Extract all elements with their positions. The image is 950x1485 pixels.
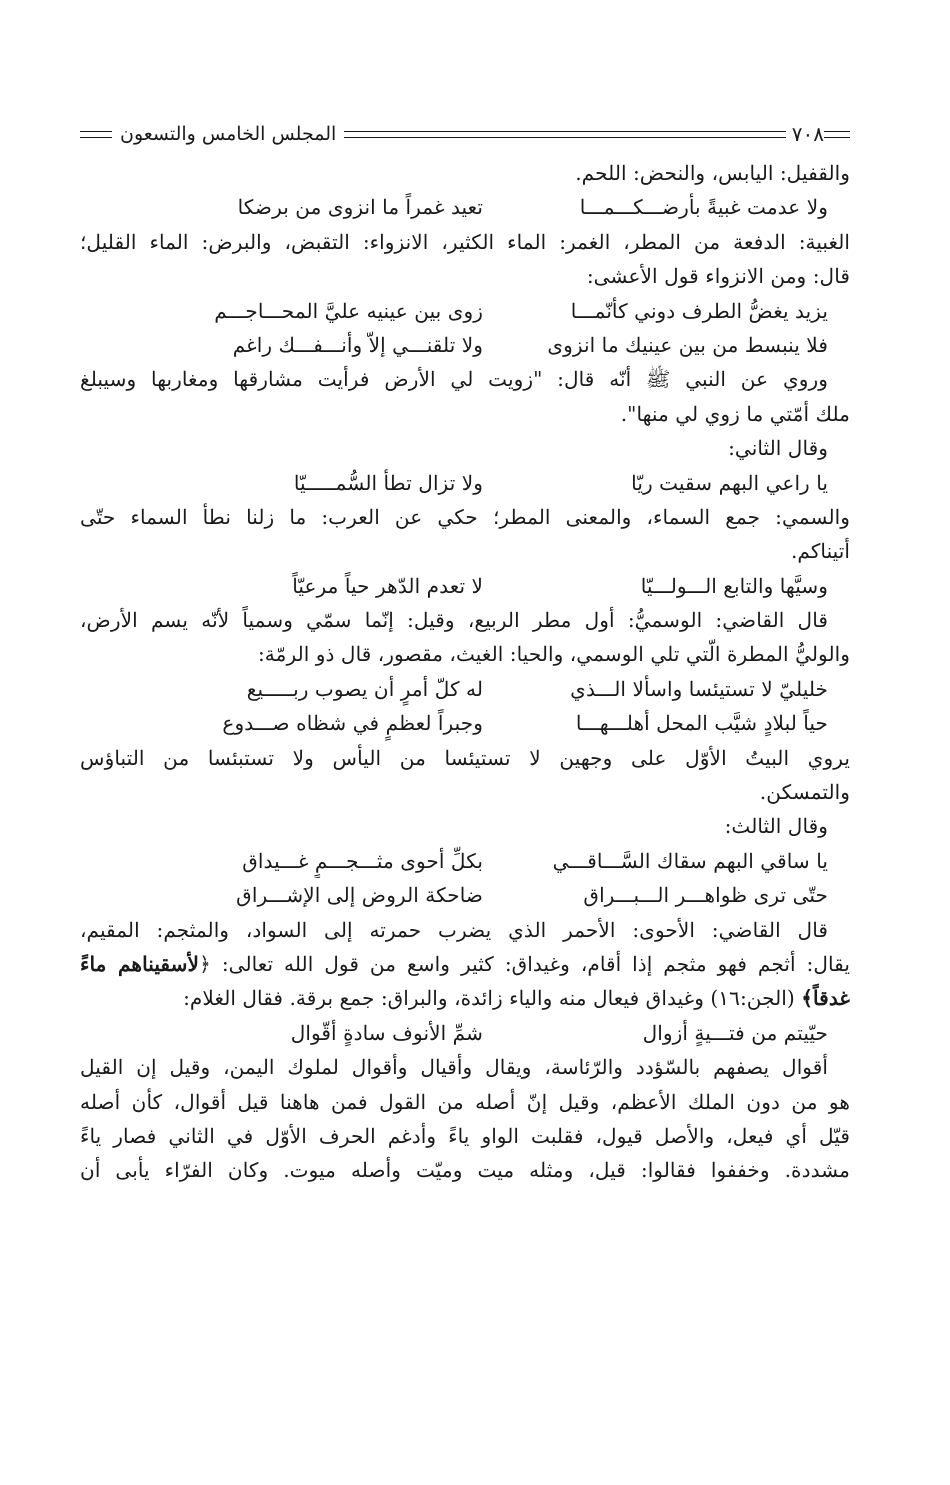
verse-line (80, 569, 850, 603)
prose-line (80, 225, 850, 259)
prose-line (80, 1153, 850, 1187)
verse-first-hemistich: خليليّ لا تستيئسا واسألا الـــذي (570, 676, 828, 701)
verse-second-hemistich: وجبراً لعظمٍ في شظاه صـــدوع (222, 711, 483, 736)
book-page (80, 118, 850, 1188)
verse-first-hemistich: حتّى ترى ظواهـــر الـــبـــراق (583, 883, 828, 908)
quran-quote: لأسقيناهم ماءً (80, 951, 200, 976)
verse-line (80, 672, 850, 706)
prose-text: قيّل أي فيعل، والأصل قيول، فقلبت الواو ياءً وأدغم الحرف الأوّل في الثاني فصار ياءً (80, 1123, 850, 1148)
prose-line (80, 431, 850, 465)
prose-text: والتمسكن. (759, 780, 850, 805)
verse-line (80, 706, 850, 740)
prose-line (80, 775, 850, 809)
quran-quote: غدقاً﴾ (801, 986, 850, 1011)
running-header (80, 118, 850, 150)
prose-line (80, 981, 850, 1015)
verse-second-hemistich: ولا تزال تطأ السُّمـــــيّا (293, 470, 483, 495)
prose-line (80, 397, 850, 431)
prose-text: قال القاضي: الأحوى: الأحمر الذي يضرب حمرته إلى السواد، والمثجم: المقيم، (80, 917, 828, 942)
prose-text: أقوال يصفهم بالسّؤدد والرّئاسة، ويقال وأقيال وأقوال لملوك اليمن، وقيل إن القيل (80, 1055, 828, 1080)
prose-text: الغبية: الدفعة من المطر، الغمر: الماء الكثير، الانزواء: التقبض، والبرض: الماء القليل؛ (80, 229, 850, 254)
prose-line (80, 603, 850, 637)
prose-text: يقال: أثجم فهو مثجم إذا أقام، وغيداق: كثير واسع من قول الله تعالى: ﴿ (199, 951, 850, 976)
prose-line (80, 1119, 850, 1153)
verse-first-hemistich: يا راعي البهم سقيت ريّا (631, 470, 828, 495)
verse-line (80, 294, 850, 328)
prose-text: والقفيل: اليابس، والنحض: اللحم. (575, 161, 850, 185)
page-number: ٧٠٨ (791, 122, 824, 146)
verse-line (80, 466, 850, 500)
verse-first-hemistich: ولا عدمت غبيةً بأرضـــكـــمـــا (579, 195, 828, 220)
prose-line (80, 156, 850, 190)
prose-text: (الجن:١٦) وغيداق فيعال منه والياء زائدة، والبراق: جمع برقة. فقال الغلام: (183, 986, 802, 1011)
verse-line (80, 878, 850, 912)
prose-text: والسمي: جمع السماء، والمعنى المطر؛ حكي عن العرب: ما زلنا نطأ السماء حتّى (80, 504, 850, 529)
verse-line (80, 328, 850, 362)
verse-first-hemistich: وسيَّها والتابع الـــولـــيّا (640, 573, 828, 598)
verse-line (80, 190, 850, 224)
prose-line (80, 362, 850, 396)
prose-line (80, 741, 850, 775)
prose-text: ملك أمّتي ما زوي لي منها". (620, 401, 850, 426)
verse-line (80, 1016, 850, 1050)
verse-first-hemistich: حياً لبلادٍ شيَّب المحل أهلـــهـــا (575, 711, 828, 736)
chapter-title: المجلس الخامس والتسعون (120, 123, 337, 145)
prose-line (80, 637, 850, 671)
verse-second-hemistich: لا تعدم الدّهر حياً مرعيّاً (292, 573, 483, 598)
prose-text: وقال الثاني: (728, 436, 828, 461)
verse-first-hemistich: حيّيتم من فتـــيةٍ أزوال (642, 1020, 828, 1045)
verse-second-hemistich: بكلِّ أحوى مثـــجـــمٍ غـــيداق (242, 848, 483, 873)
prose-text: قال: ومن الانزواء قول الأعشى: (586, 264, 850, 289)
prose-line (80, 913, 850, 947)
verse-second-hemistich: تعيد غمراً ما انزوى من برضكا (237, 195, 483, 220)
verse-first-hemistich: فلا ينبسط من بين عينيك ما انزوى (547, 332, 828, 357)
header-rule-left (80, 131, 112, 138)
prose-line (80, 500, 850, 534)
prose-text: أتيناكم. (790, 539, 850, 564)
prose-line (80, 1050, 850, 1084)
prose-text: يروي البيتُ الأوّل على وجهين لا تستيئسا من اليأس ولا تستبئسا من التباؤس (80, 745, 850, 770)
prose-text: والوليُّ المطرة الّتي تلي الوسمي، والحيا: الغيث، مقصور، قال ذو الرمّة: (258, 642, 850, 667)
verse-second-hemistich: له كلّ أمرٍ أن يصوب ربـــــيع (246, 676, 483, 701)
prose-line (80, 947, 850, 981)
verse-second-hemistich: شمِّ الأنوف سادةٍ أقّوال (290, 1020, 483, 1045)
verse-first-hemistich: يزيد يغضُّ الطرف دوني كأنّمـــا (570, 298, 828, 323)
prose-text: مشددة. وخففوا فقالوا: قيل، ومثله ميت وميّت وأصله ميوت. وكان الفرّاء يأبى أن (80, 1158, 850, 1183)
prose-line (80, 809, 850, 843)
verse-second-hemistich: زوى بين عينيه عليَّ المحـــاجـــم (214, 298, 483, 323)
verse-line (80, 844, 850, 878)
prose-text: قال القاضي: الوسميُّ: أول مطر الربيع، وقيل: إنّما سمّي وسمياً لأنّه يسم الأرض، (80, 608, 828, 633)
page-body (80, 156, 850, 1188)
prose-line (80, 259, 850, 293)
verse-first-hemistich: يا ساقي البهم سقاك السَّـــاقـــي (552, 848, 828, 873)
prose-text: هو من دون الملك الأعظم، وقيل إنّ أصله من القول فمن هاهنا قيل أقوال، كأن أصله (80, 1089, 850, 1114)
verse-second-hemistich: ولا تلقنـــي إلاّ وأنـــفـــك راغم (232, 332, 483, 357)
prose-line (80, 1085, 850, 1119)
header-rule-right (824, 131, 850, 138)
prose-text: وروي عن النبي ﷺ أنّه قال: "زويت لي الأرض فرأيت مشارقها ومغاربها وسيبلغ (80, 367, 828, 392)
verse-second-hemistich: ضاحكة الروض إلى الإشـــراق (236, 883, 483, 908)
header-rule-middle (344, 131, 785, 138)
prose-text: وقال الثالث: (724, 814, 828, 839)
prose-line (80, 534, 850, 568)
